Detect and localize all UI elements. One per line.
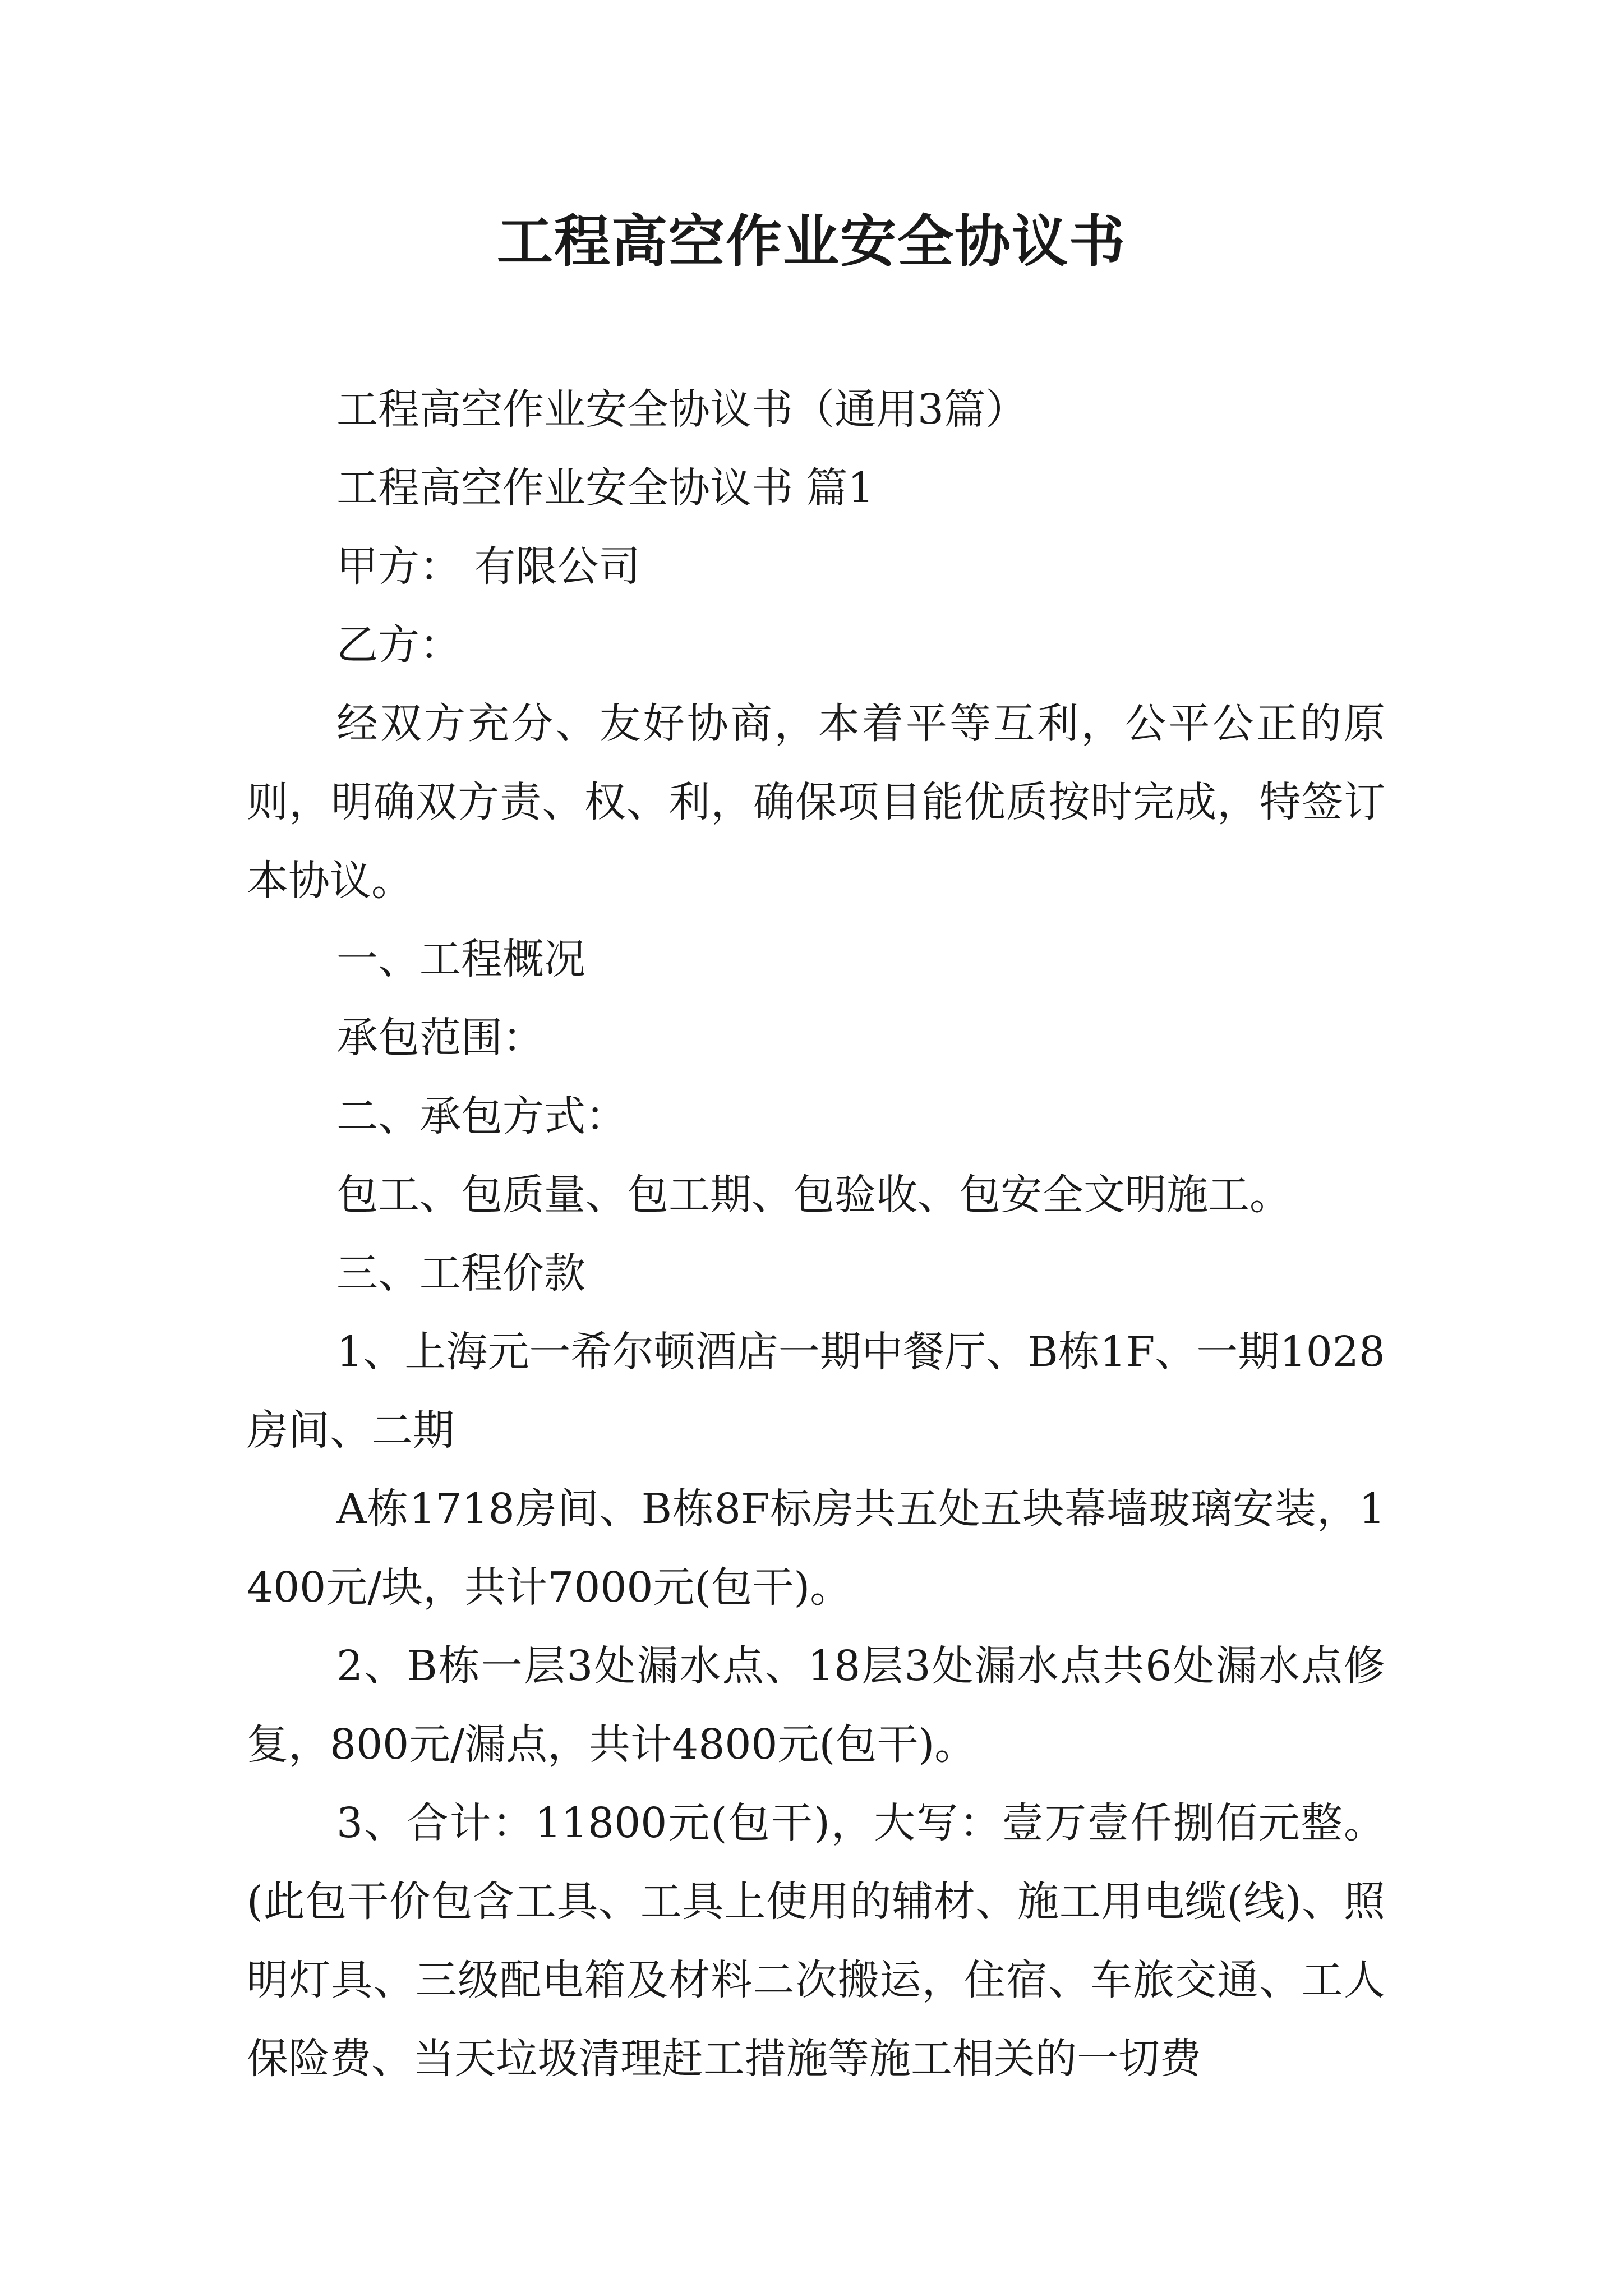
paragraph-preamble: 经双方充分、友好协商，本着平等互利，公平公正的原则，明确双方责、权、利，确保项目能优质按时完成，特签订本协议。 — [247, 700, 1385, 905]
paragraph-item-3: 3、合计：11800元(包干)，大写：壹万壹仟捌佰元整。(此包干价包含工具、工具上使用的辅材、施工用电缆(线)、照明灯具、三级配电箱及材料二次搬运，住宿、车旅交通、工人保险费、当天垃圾清理赶工措施等施工相关的一切费 — [247, 1799, 1385, 2083]
paragraph-scope: 承包范围： — [336, 1014, 544, 1062]
paragraph-heading-price: 三、工程价款 — [336, 1249, 585, 1297]
paragraph-item-1-continued: A栋1718房间、B栋8F标房共五处五块幕墙玻璃安装，1400元/块，共计7000元(包干)。 — [247, 1485, 1385, 1612]
paragraph-subtitle: 工程高空作业安全协议书（通用3篇） — [336, 385, 1027, 434]
paragraph-party-b: 乙方： — [336, 621, 461, 669]
paragraph-party-a: 甲方： 有限公司 — [336, 542, 640, 591]
document-body — [247, 370, 1385, 2098]
paragraph-heading-overview: 一、工程概况 — [336, 935, 585, 983]
paragraph-method-detail: 包工、包质量、包工期、包验收、包安全文明施工。 — [336, 1171, 1291, 1219]
paragraph-section-heading: 工程高空作业安全协议书 篇1 — [336, 464, 874, 512]
paragraph-item-2: 2、B栋一层3处漏水点、18层3处漏水点共6处漏水点修复，800元/漏点，共计4800元(包干)。 — [247, 1642, 1385, 1769]
document-title: 工程高空作业安全协议书 — [497, 208, 1126, 274]
paragraph-item-1: 1、上海元一希尔顿酒店一期中餐厅、B栋1F、一期1028房间、二期 — [247, 1328, 1385, 1455]
paragraph-heading-method: 二、承包方式： — [336, 1092, 627, 1140]
